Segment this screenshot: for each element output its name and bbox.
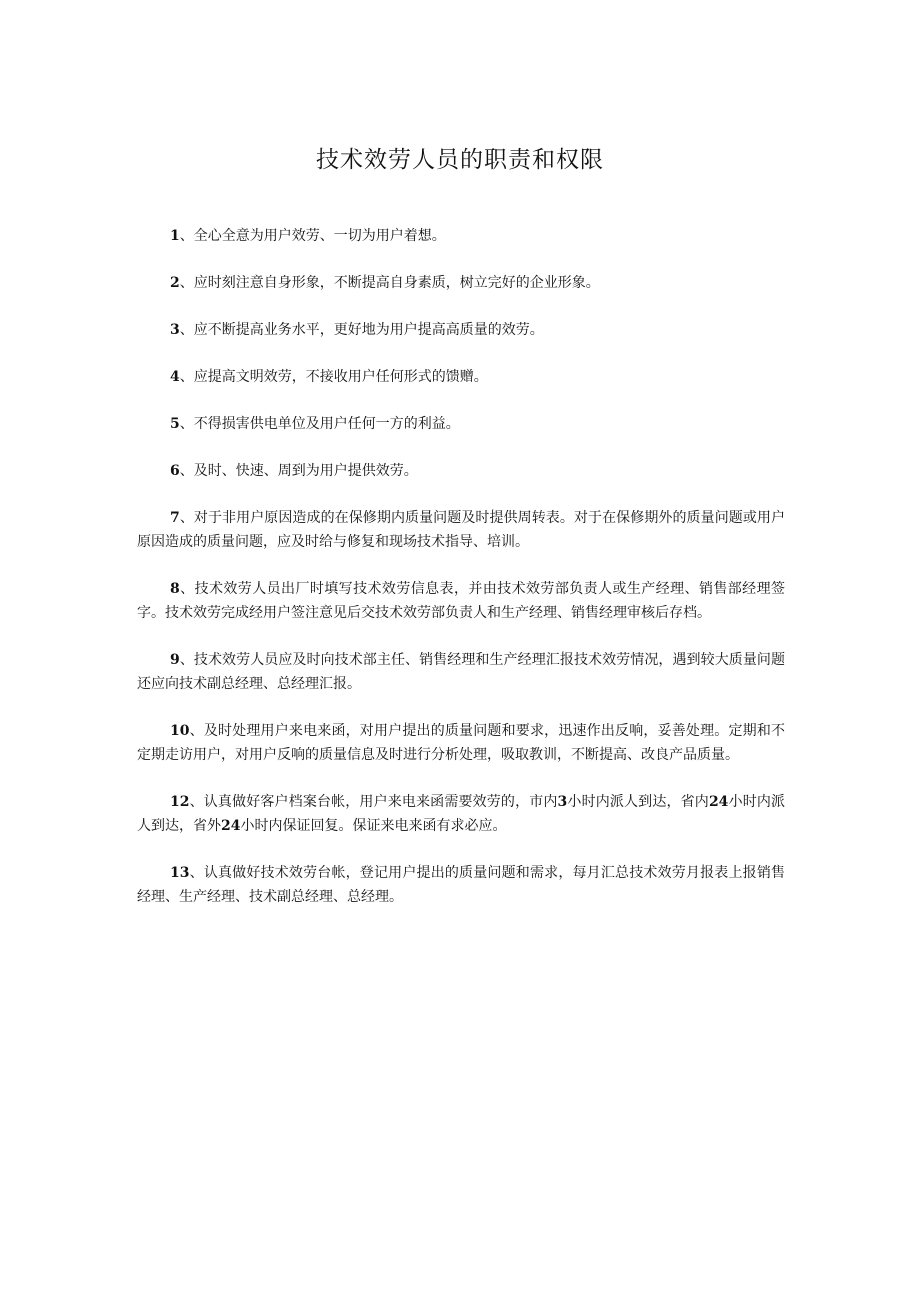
item-number: 10 [170, 723, 190, 739]
item-text: 、对于非用户原因造成的在保修期内质量问题及时提供周转表。对于在保修期外的质量问题或用户原因造成的质量问题，应及时给与修复和现场技术指导、培训。 [137, 510, 785, 550]
item-text: 、应不断提高业务水平，更好地为用户提高高质量的效劳。 [179, 322, 544, 338]
item-text: 、应提高文明效劳，不接收用户任何形式的馈赠。 [179, 369, 488, 385]
list-item [137, 790, 785, 838]
duty-list [137, 224, 785, 932]
item-number: 4 [170, 369, 180, 385]
item-text: 小时内派人到达，省外 [137, 794, 786, 834]
list-item [137, 224, 785, 248]
item-number-inline: 3 [557, 794, 568, 810]
item-text: 、应时刻注意自身形象，不断提高自身素质，树立完好的企业形象。 [179, 275, 600, 291]
item-number: 6 [170, 463, 180, 479]
item-number: 3 [170, 322, 180, 338]
item-text: 、技术效劳人员出厂时填写技术效劳信息表，并由技术效劳部负责人或生产经理、销售部经理签字。技术效劳完成经用户签注意见后交技术效劳部负责人和生产经理、销售经理审核后存档。 [137, 581, 785, 621]
item-text: 小时内派人到达，省内 [567, 794, 709, 810]
item-text: 、认真做好客户档案台帐，用户来电来函需要效劳的，市内 [189, 794, 558, 810]
item-text: 小时内保证回复。保证来电来函有求必应。 [240, 818, 507, 834]
item-number: 9 [170, 652, 180, 668]
item-text: 、全心全意为用户效劳、一切为用户着想。 [179, 228, 446, 244]
list-item [137, 577, 785, 625]
item-text: 、技术效劳人员应及时向技术部主任、销售经理和生产经理汇报技术效劳情况，遇到较大质量问题还应向技术副总经理、总经理汇报。 [137, 652, 785, 692]
item-number: 8 [170, 581, 180, 597]
list-item [137, 412, 785, 436]
item-number: 12 [170, 794, 190, 810]
list-item [137, 365, 785, 389]
list-item [137, 459, 785, 483]
item-text: 、及时处理用户来电来函，对用户提出的质量问题和要求，迅速作出反响，妥善处理。定期和不定期走访用户，对用户反响的质量信息及时进行分析处理，吸取教训，不断提高、改良产品质量。 [137, 723, 785, 763]
item-number: 5 [170, 416, 180, 432]
list-item [137, 271, 785, 295]
item-text: 、及时、快速、周到为用户提供效劳。 [179, 463, 418, 479]
item-number: 13 [170, 865, 190, 881]
page-title: 技术效劳人员的职责和权限 [316, 147, 604, 173]
list-item [137, 506, 785, 554]
list-item [137, 648, 785, 696]
item-text: 、认真做好技术效劳台帐，登记用户提出的质量问题和需求，每月汇总技术效劳月报表上报销售经理、生产经理、技术副总经理、总经理。 [137, 865, 785, 905]
item-number: 1 [170, 228, 180, 244]
item-text: 、不得损害供电单位及用户任何一方的利益。 [179, 416, 460, 432]
item-number-inline: 24 [221, 818, 241, 834]
item-number: 7 [170, 510, 180, 526]
list-item [137, 318, 785, 342]
item-number: 2 [170, 275, 180, 291]
list-item [137, 861, 785, 909]
item-number-inline: 24 [708, 794, 729, 810]
list-item [137, 719, 785, 767]
